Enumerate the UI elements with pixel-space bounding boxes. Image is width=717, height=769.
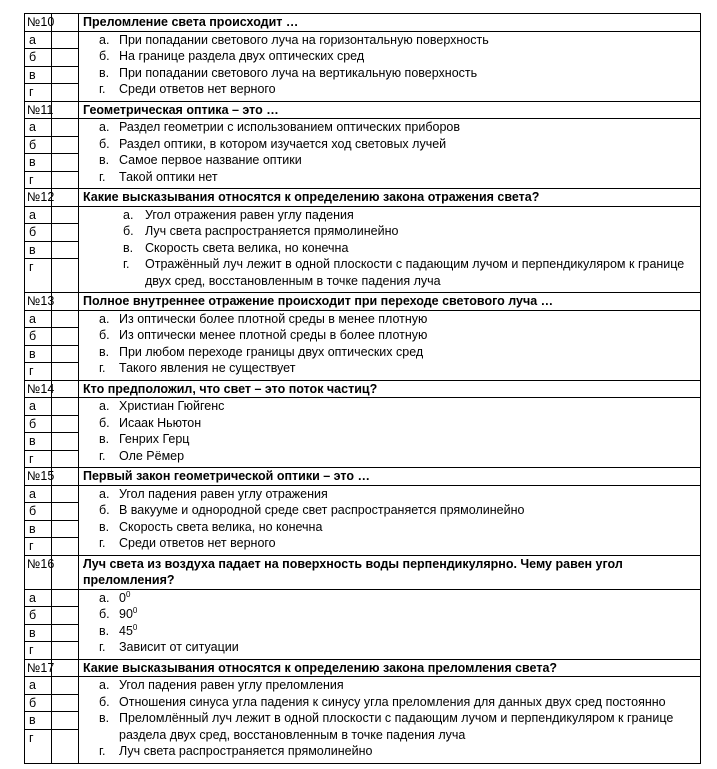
answer-option: б. Раздел оптики, в котором изучается ход световых лучей: [99, 136, 447, 151]
empty-cell: [52, 380, 79, 398]
question-number: №14: [25, 380, 52, 398]
answer-option: г. Такого явления не существует: [99, 361, 296, 375]
option-label: б: [25, 607, 52, 625]
answer-option: a. Христиан Гюйгенс: [99, 399, 225, 413]
answer-option: в. Скорость света велика, но конечна: [99, 519, 323, 534]
answer-option: в. Преломлённый луч лежит в одной плоскости с падающим лучом и перпендикуляром к границе раздела двух сред, восстановленным в точке падения луча: [99, 711, 674, 742]
answer-checkbox-cell[interactable]: [52, 310, 79, 328]
question-number: №15: [25, 468, 52, 486]
question-row: [25, 293, 701, 311]
answer-checkbox-cell[interactable]: [52, 624, 79, 642]
answer-checkbox-cell[interactable]: [52, 206, 79, 224]
answer-option: б. Луч света распространяется прямолинейно: [123, 224, 399, 238]
answer-checkbox-cell[interactable]: [52, 677, 79, 695]
option-label: в: [25, 241, 52, 259]
question-row: [25, 101, 701, 119]
empty-cell: [52, 555, 79, 589]
answer-list: [79, 398, 701, 468]
question-row: [25, 555, 701, 589]
option-label: г: [25, 450, 52, 468]
option-label: г: [25, 84, 52, 102]
question-text: Геометрическая оптика – это …: [79, 101, 701, 119]
question-text: Первый закон геометрической оптики – это …: [79, 468, 701, 486]
answer-row: [25, 119, 701, 137]
answer-checkbox-cell[interactable]: [52, 363, 79, 381]
answer-list: [79, 677, 701, 764]
answer-option: б. Исаак Ньютон: [99, 415, 202, 430]
answer-option: в. $45^0$: [99, 622, 138, 638]
answer-checkbox-cell[interactable]: [52, 224, 79, 242]
option-label: г: [25, 729, 52, 763]
answer-list: [79, 485, 701, 555]
answer-row: [25, 206, 701, 224]
answer-row: [25, 589, 701, 607]
option-label: г: [25, 538, 52, 556]
answer-checkbox-cell[interactable]: [52, 154, 79, 172]
answer-checkbox-cell[interactable]: [52, 450, 79, 468]
option-label: б: [25, 224, 52, 242]
answer-list: [79, 310, 701, 380]
option-label: в: [25, 433, 52, 451]
option-label: а: [25, 589, 52, 607]
answer-checkbox-cell[interactable]: [52, 84, 79, 102]
empty-cell: [52, 293, 79, 311]
option-label: б: [25, 694, 52, 712]
answer-row: [25, 398, 701, 416]
option-label: г: [25, 259, 52, 293]
question-number: №10: [25, 14, 52, 32]
answer-checkbox-cell[interactable]: [52, 694, 79, 712]
answer-checkbox-cell[interactable]: [52, 433, 79, 451]
answer-checkbox-cell[interactable]: [52, 259, 79, 293]
answer-checkbox-cell[interactable]: [52, 119, 79, 137]
answer-checkbox-cell[interactable]: [52, 415, 79, 433]
answer-option: г. Такой оптики нет: [99, 169, 218, 184]
option-label: б: [25, 415, 52, 433]
answer-checkbox-cell[interactable]: [52, 171, 79, 189]
option-label: а: [25, 485, 52, 503]
question-row: [25, 14, 701, 32]
answer-option: г. Среди ответов нет верного: [99, 536, 276, 550]
answer-checkbox-cell[interactable]: [52, 520, 79, 538]
empty-cell: [52, 189, 79, 207]
answer-checkbox-cell[interactable]: [52, 503, 79, 521]
answer-option: a. $0^0$: [99, 589, 131, 605]
answer-checkbox-cell[interactable]: [52, 49, 79, 67]
answer-option: б. Отношения синуса угла падения к синусу угла преломления для данных двух сред постоянно: [99, 694, 666, 709]
answer-checkbox-cell[interactable]: [52, 538, 79, 556]
answer-checkbox-cell[interactable]: [52, 642, 79, 660]
answer-row: [25, 310, 701, 328]
answer-checkbox-cell[interactable]: [52, 485, 79, 503]
option-label: в: [25, 345, 52, 363]
option-label: а: [25, 119, 52, 137]
answer-option: б. В вакууме и однородной среде свет распространяется прямолинейно: [99, 503, 525, 517]
answer-row: [25, 485, 701, 503]
answer-checkbox-cell[interactable]: [52, 589, 79, 607]
answer-checkbox-cell[interactable]: [52, 136, 79, 154]
question-row: [25, 189, 701, 207]
empty-cell: [52, 101, 79, 119]
answer-checkbox-cell[interactable]: [52, 328, 79, 346]
answer-option: a. Угол отражения равен углу падения: [123, 207, 354, 222]
question-text: Какие высказывания относятся к определению закона преломления света?: [79, 659, 701, 677]
answer-checkbox-cell[interactable]: [52, 241, 79, 259]
option-label: в: [25, 520, 52, 538]
option-label: б: [25, 503, 52, 521]
answer-option: в. Самое первое название оптики: [99, 153, 302, 167]
option-label: г: [25, 642, 52, 660]
answer-option: б. Из оптически менее плотной среды в более плотную: [99, 328, 428, 342]
option-label: г: [25, 363, 52, 381]
answer-list: [79, 206, 701, 293]
degree-superscript: 0: [132, 622, 138, 632]
quiz-table: [24, 13, 701, 764]
option-label: а: [25, 31, 52, 49]
option-label: б: [25, 328, 52, 346]
option-label: в: [25, 712, 52, 730]
answer-checkbox-cell[interactable]: [52, 729, 79, 763]
answer-option: б. $90^0$: [99, 605, 138, 621]
answer-checkbox-cell[interactable]: [52, 607, 79, 625]
question-text: Полное внутреннее отражение происходит при переходе светового луча …: [79, 293, 701, 311]
answer-option: a. Угол падения равен углу отражения: [99, 486, 328, 501]
question-text: Кто предположил, что свет – это поток частиц?: [79, 380, 701, 398]
answer-option: г. Зависит от ситуации: [99, 640, 239, 654]
option-label: а: [25, 398, 52, 416]
answer-option: a. При попадании светового луча на горизонтальную поверхность: [99, 32, 489, 47]
answer-option: г. Среди ответов нет верного: [99, 82, 276, 96]
option-label: в: [25, 154, 52, 172]
question-number: №17: [25, 659, 52, 677]
empty-cell: [52, 468, 79, 486]
answer-checkbox-cell[interactable]: [52, 712, 79, 730]
empty-cell: [52, 14, 79, 32]
option-label: а: [25, 310, 52, 328]
answer-checkbox-cell[interactable]: [52, 31, 79, 49]
option-label: г: [25, 171, 52, 189]
answer-option: a. Раздел геометрии с использованием оптических приборов: [99, 120, 461, 134]
option-label: а: [25, 206, 52, 224]
answer-option: a. Из оптически более плотной среды в менее плотную: [99, 311, 428, 326]
option-label: в: [25, 624, 52, 642]
question-row: [25, 659, 701, 677]
answer-option: в. При попадании светового луча на вертикальную поверхность: [99, 65, 478, 80]
answer-list: [79, 119, 701, 189]
answer-option: г. Оле Рёмер: [99, 448, 185, 463]
answer-row: [25, 31, 701, 49]
question-text: Луч света из воздуха падает на поверхность воды перпендикулярно. Чему равен угол преломления?: [79, 555, 701, 589]
degree-superscript: 0: [132, 605, 138, 615]
answer-option: в. При любом переходе границы двух оптических сред: [99, 344, 424, 359]
answer-checkbox-cell[interactable]: [52, 345, 79, 363]
option-label: в: [25, 66, 52, 84]
answer-option: a. Угол падения равен углу преломления: [99, 678, 344, 692]
answer-option: г. Отражённый луч лежит в одной плоскости с падающим лучом и перпендикуляром к границе двух сред, восстановленным в точке падения луча: [123, 257, 685, 288]
answer-row: [25, 677, 701, 695]
option-label: б: [25, 49, 52, 67]
answer-option: г. Луч света распространяется прямолинейно: [99, 744, 373, 758]
question-number: №11: [25, 101, 52, 119]
question-row: [25, 468, 701, 486]
question-number: №16: [25, 555, 52, 589]
question-number: №13: [25, 293, 52, 311]
question-row: [25, 380, 701, 398]
question-text: Преломление света происходит …: [79, 14, 701, 32]
answer-option: б. На границе раздела двух оптических сред: [99, 49, 365, 63]
option-label: а: [25, 677, 52, 695]
answer-option: в. Генрих Герц: [99, 432, 190, 446]
degree-superscript: 0: [125, 589, 131, 599]
question-number: №12: [25, 189, 52, 207]
answer-list: [79, 589, 701, 659]
option-label: б: [25, 136, 52, 154]
answer-checkbox-cell[interactable]: [52, 66, 79, 84]
answer-list: [79, 31, 701, 101]
empty-cell: [52, 659, 79, 677]
answer-option: в. Скорость света велика, но конечна: [123, 240, 349, 255]
question-text: Какие высказывания относятся к определению закона отражения света?: [79, 189, 701, 207]
answer-checkbox-cell[interactable]: [52, 398, 79, 416]
